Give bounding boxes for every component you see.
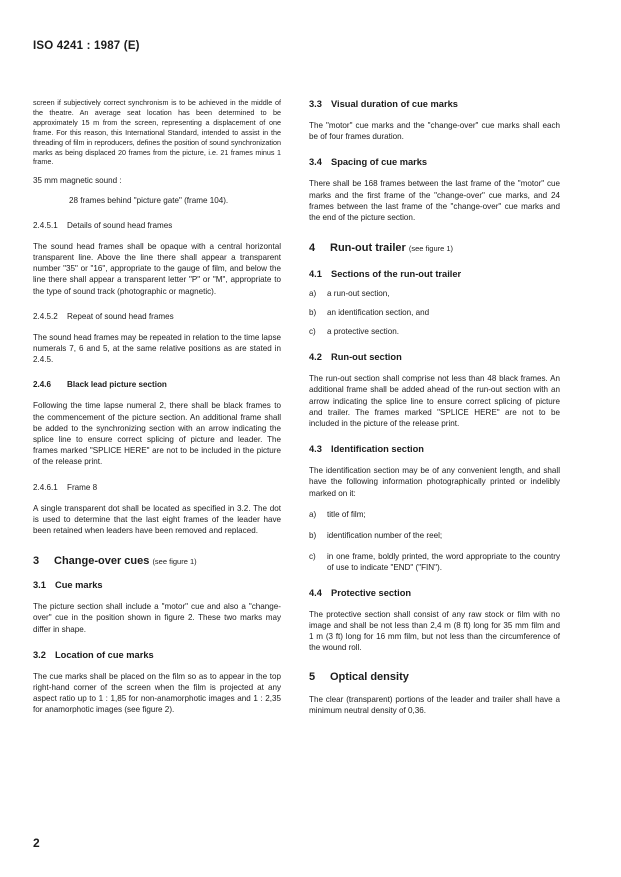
left-column xyxy=(33,98,281,716)
intro-paragraph: screen if subjectively correct synchronism is to be achieved in the middle of the theatre. An average seat location has been determined to be approximately 15 m from the screen, representing a displacement of one frame. For this reason, this International Standard, intended to assist in the threading of film in reproducers, defines the position of sound synchronization marks as being displaced 20 frames from the picture, i.e. 21 frames minus 1 frame. xyxy=(33,98,281,167)
document-header: ISO 4241 : 1987 (E) xyxy=(33,40,140,52)
section-2-4-6-1-heading: 2.4.6.1 Frame 8 xyxy=(33,482,98,492)
section-3-1-heading: 3.1 Cue marks xyxy=(33,580,103,591)
section-5-heading: 5 Optical density xyxy=(309,670,409,683)
section-4-3-text: The identification section may be of any convenient length, and shall have the following information photographically printed or indelibly marked on it: xyxy=(309,466,560,498)
section-3-heading: 3 Change-over cues (see figure 1) xyxy=(33,555,197,568)
section-4-1-heading: 4.1 Sections of the run-out trailer xyxy=(309,269,462,280)
section-3-2-heading: 3.2 Location of cue marks xyxy=(33,649,154,660)
section-3-3-text: The "motor" cue marks and the "change-over" cue marks shall each be of four frames duration. xyxy=(309,121,560,142)
list-item: a) title of film; xyxy=(309,509,366,519)
magnetic-sound-label: 35 mm magnetic sound : xyxy=(33,176,122,186)
section-5-text: The clear (transparent) portions of the leader and trailer shall have a minimum neutral density of 0,36. xyxy=(309,694,560,715)
section-2-4-6-1-text: A single transparent dot shall be located as specified in 3.2. The dot is used to determine that the last eight frames of the leader have been retained when leaders have been removed and replaced. xyxy=(33,503,281,535)
magnetic-sound-value: 28 frames behind "picture gate" (frame 104). xyxy=(69,195,229,205)
section-2-4-5-2-text: The sound head frames may be repeated in relation to the time lapse numerals 7, 6 and 5, at the same relative positions as are stated in 2.4.5. xyxy=(33,332,281,365)
list-item: c) a protective section. xyxy=(309,327,399,337)
list-item: c) in one frame, boldly printed, the word appropriate to the country of use to indicate "END" ("FIN"). xyxy=(309,551,560,572)
section-3-3-heading: 3.3 Visual duration of cue marks xyxy=(309,99,458,109)
section-4-4-heading: 4.4 Protective section xyxy=(309,587,412,598)
section-2-4-6-heading: 2.4.6 Black lead picture section xyxy=(33,380,167,390)
list-item: a) a run-out section, xyxy=(309,289,390,299)
section-3-4-heading: 3.4 Spacing of cue marks xyxy=(309,157,428,168)
section-2-4-6-text: Following the time lapse numeral 2, there shall be black frames to the commencement of the picture section. An additional frame shall be added to the synchronizing section with an arrow indicating the splice line to ensure correct splicing of picture and leader. The frames marked "SPLICE HERE" are not to be included in the picture of the release print. xyxy=(33,401,281,467)
page-number: 2 xyxy=(33,836,40,850)
section-4-4-text: The protective section shall consist of any raw stock or film with no image and shall be not less than 2,4 m (8 ft) long for 35 mm film and 1 m (3 ft) long for 16 mm film, but not less than the circumference of the wound roll. xyxy=(309,609,560,653)
section-3-2-text: The cue marks shall be placed on the film so as to appear in the top right-hand corner of the screen when the film is projected at any aspect ratio up to 1 : 1,85 for non-anamorphotic images and 1 : 2,35 for anamorphotic images (see figure 2). xyxy=(33,671,281,715)
list-item: b) an identification section, and xyxy=(309,308,430,318)
section-2-4-5-1-heading: 2.4.5.1 Details of sound head frames xyxy=(33,220,173,230)
list-item: b) identification number of the reel; xyxy=(309,530,443,540)
section-4-2-text: The run-out section shall comprise not less than 48 black frames. An additional frame shall be added ahead of the run-out section with an arrow indicating the splice line to ensure correct splicing of picture and trailer. The frames marked "SPLICE HERE" are not to be included in the picture of the release print. xyxy=(309,374,560,429)
section-4-2-heading: 4.2 Run-out section xyxy=(309,352,402,363)
right-column xyxy=(309,98,560,716)
section-3-4-text: There shall be 168 frames between the last frame of the "motor" cue marks and the first frame of the "change-over" cue marks, and 24 frames between the last frame of the "change-over" cue marks and the end of the picture section. xyxy=(309,179,560,223)
section-3-1-text: The picture section shall include a "motor" cue and also a "change-over" cue in the position shown in figure 2. These two marks may differ in shape. xyxy=(33,602,281,634)
section-4-heading: 4 Run-out trailer (see figure 1) xyxy=(309,242,454,255)
section-4-3-heading: 4.3 Identification section xyxy=(309,444,424,455)
section-2-4-5-1-text: The sound head frames shall be opaque with a central horizontal transparent line. Above the line there shall appear a transparent number "35" or "16", appropriate to the gauge of film, and below the line there shall appear a transparent letter "P" or "M", appropriate to the type of sound track (photographic or magnetic). xyxy=(33,241,281,296)
section-2-4-5-2-heading: 2.4.5.2 Repeat of sound head frames xyxy=(33,311,174,321)
